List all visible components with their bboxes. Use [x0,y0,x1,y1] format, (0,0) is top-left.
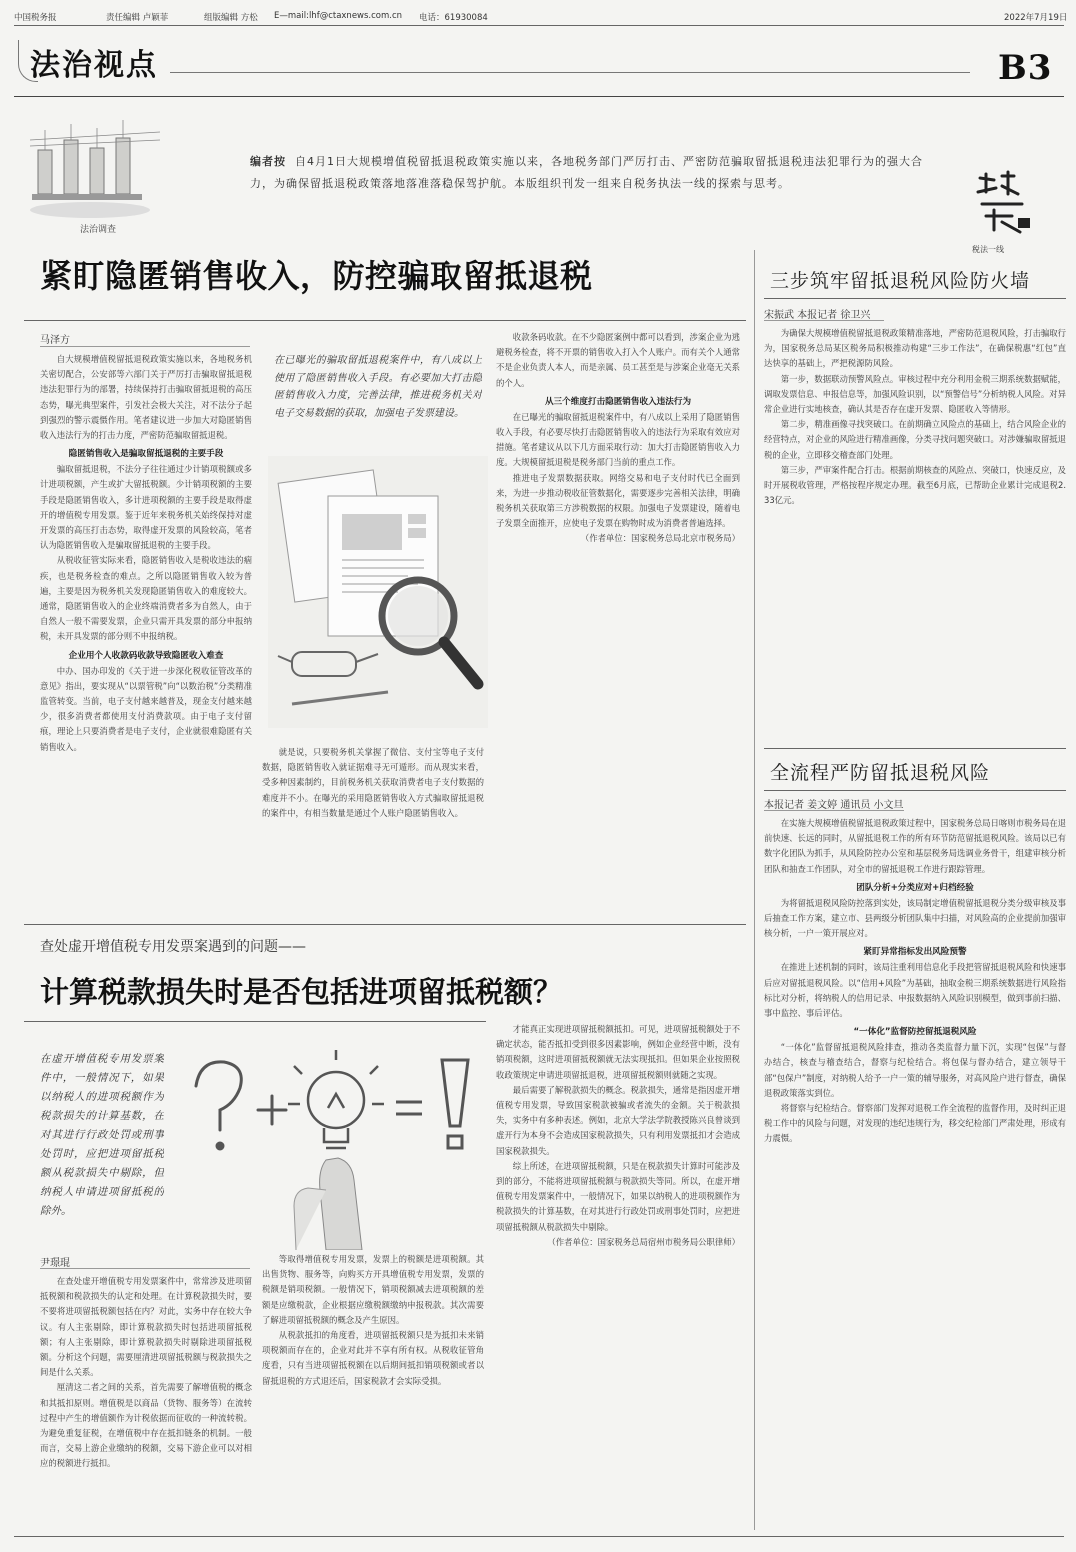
right-story-2-subhead-3: “一体化”监督防控留抵退税风险 [853,1027,977,1038]
issue-date: 2022年7月19日 [1004,13,1068,23]
page-bottom-rule [14,1536,1064,1537]
lead-subhead-3: 从三个维度打击隐匿销售收入违法行为 [544,396,692,407]
bottom-story-paragraph-6: 最后需要了解税款损失的概念。税款损失，通常是指因虚开增值税专用发票，导致国家税款被骗或者流失的金额。关于税款损失，实务中有多种表述。例如，北京大学法学院教授陈兴良曾谈到虚开行为本身不会造成国家税款损失，只有利用发票抵扣才会造成国家税款损失。 [496,1084,740,1156]
editor-email: E—mail:lhf@ctaxnews.com.cn [274,11,403,21]
right-story-1-paragraph-1: 为确保大规模增值税留抵退税政策精准落地，严密防范退税风险，打击骗取行为，国家税务总局某区税务局积极推动构建“三步工作法”，在确保税惠“红包”直达快享的基础上，严把税源防风险。 [764,328,1066,369]
column-divider [754,250,755,1530]
right-story-2-body [764,816,1066,1528]
paper-name: 中国税务报 [14,13,57,23]
lead-paragraph-1: 骗取留抵退税，不法分子往往通过少计销项税额或多计进项税额，产生或扩大留抵税额。少计销项税额的主要手段是隐匿销售收入，多计进项税额的主要手段是取得虚开的增值税专用发票。鉴于近年来税务机关始终保持对虚开发票的高压打击态势，取得虚开发票的风险较高，笔者认为隐匿销售收入是骗取留抵退税的主要手段。 [40,464,252,551]
right-story-1-headline: 三步筑牢留抵退税风险防火墙 [770,270,1031,292]
lead-byline: 马泽方 [40,335,70,346]
right-story-1-paragraph-3: 第二步，精准画像寻找突破口。在前期确立风险点的基础上，结合风险企业的经营特点，对企业的风险进行精准画像，分类寻找问题突破口。对涉嫌骗取留抵退税的企业，立即移交稽查部门处理。 [764,419,1066,460]
right-story-2-paragraph-3: 在推进上述机制的同时，该局注重利用信息化手段把管留抵退税风险和快速事后应对留抵退税风险。以“信用+风险”为基础，抽取金税三期系统数据进行风险指标比对分析，将纳税人的信用记录、申报数据纳入风险识别模型，做到事前扫描、事中监控、事后评估。 [764,962,1066,1019]
lead-subhead-2: 企业用个人收款码收款导致隐匿收入难查 [68,650,224,661]
brand-label: 税法一线 [972,245,1004,254]
story-separator [24,924,746,925]
lead-column-3 [496,330,740,912]
lead-byline-rule [40,346,250,347]
right-story-2-headline: 全流程严防留抵退税风险 [770,762,991,784]
right-story-1-paragraph-4: 第三步，严审案件配合打击。根据前期核查的风险点、突破口，快速反应，及时开展税收管理，严格按程序规定办理。截至6月底，已帮助企业累计完成退税2.33亿元。 [764,464,1066,506]
editor-note-text: 自4月1日大规模增值税留抵退税政策实施以来，各地税务部门严厉打击、严密防范骗取留抵退税违法犯罪行为的强大合力，为确保留抵退税政策落地落准落稳保驾护航。本版组织刊发一组来自税务执法一线的探索与思考。 [250,155,923,190]
bottom-story-paragraph-5: 才能真正实现进项留抵税额抵扣。可见，进项留抵税额处于不确定状态，能否抵扣受到很多因素影响，例如企业经营中断，没有销项税额，这时进项留抵税额就无法实现抵扣。但如果企业按照税收政策规定申请进项留抵退税，进项留抵税额则就随之实现。 [496,1024,740,1080]
editor-phone: 电话：61930084 [419,13,488,23]
lead-paragraph-7: 推进电子发票数据获取。网络交易和电子支付时代已全面到来，为进一步推动税收征管数据化，需要逐步完善相关法律，明确税务机关获取第三方涉税数据的权限。加强电子发票建设，随着电子发票全面推开，应使电子发票在购物时成为消费者普遍选择。 [496,472,740,529]
right-story-1-byline: 宋振武 本报记者 徐卫兴 [764,310,871,321]
bottom-story-byline-rule [40,1268,250,1269]
lead-author-note: （作者单位：国家税务总局北京市税务局） [580,533,740,544]
right-story-1-paragraph-2: 第一步，数据联动预警风险点。审核过程中充分利用金税三期系统数据赋能，调取发票信息、申报信息等，加强风险识别，以“预警信号”分析纳税人风险。对异常企业进行实地核查，确认其是否存在虚开发票、隐匿收入等情形。 [764,373,1066,415]
bottom-story-column-2 [262,1252,484,1526]
editor-note [250,151,940,195]
lead-subhead-1: 隐匿销售收入是骗取留抵退税的主要手段 [68,449,224,460]
page-number: B3 [998,48,1053,88]
bottom-story-author-note: （作者单位：国家税务总局宿州市税务局公职律师） [547,1236,740,1247]
layout-editor: 组版编辑 方松 [204,13,258,23]
substation-illustration-icon [20,110,170,222]
bottom-story-pull-quote: 在虚开增值税专用发票案件中，一般情况下，如果以纳税人的进项税额作为税款损失的计算基数，在对其进行行政处罚或刑事处罚时，应把进项留抵税额从税款损失中剔除，但纳税人申请进项留抵税的除外。 [40,1053,164,1217]
right-story-2-subhead-2: 紧盯异常指标发出风险预警 [863,947,967,958]
documents-magnifier-illustration-icon [268,456,488,728]
top-info-bar [14,10,1068,24]
right-story-2-paragraph-4: “一体化”监督留抵退税风险排查，推动各类监督力量下沉，实现“包保”与督办结合，核查与稽查结合，督察与纪检结合。将包保与督办结合，建立领导干部“包保户”制度，对纳税人给予一户一策的辅导服务，对高风险户进行督查，确保退税政策落实到位。 [764,1042,1066,1098]
editor-note-lead: 编者按 [250,155,286,168]
right-story-2-byline-rule [764,810,904,811]
right-story-2-subhead-1: 团队分析+分类应对+归档经验 [856,882,974,893]
column-tag: 法治调查 [80,225,117,235]
bottom-story-column-3 [496,1022,740,1520]
bottom-story-headline: 计算税款损失时是否包括进项留抵税额？ [40,975,563,1009]
bottom-story-column-1 [40,1274,252,1526]
right-story-2-rule [764,790,1066,791]
right-story-2-paragraph-5: 将督察与纪检结合。督察部门发挥对退税工作全流程的监督作用，及时纠正退税工作中的风险与问题，对发现的违纪违规行为，移交纪检部门严肃处理，形成有力震慑。 [764,1103,1066,1144]
section-title: 法治视点 [30,48,158,83]
right-story-2-paragraph-2: 为将留抵退税风险防控落到实处，该局制定增值税留抵退税分类分级审核及事后抽查工作方案，建立市、县两级分析团队集中扫描，对风险高的企业提前加强审核分析，一户一策开展应对。 [764,897,1066,939]
bottom-story-paragraph-1: 在查处虚开增值税专用发票案件中，常常涉及进项留抵税额和税款损失的认定和处理。在计算税款损失时，要不要将进项留抵税额包括在内？对此，实务中存在较大争议。有人主张剔除，即计算税款损失时包括进项留抵税额；有人主张剔除，即计算税款损失时剔除进项留抵税额。分析这个问题，需要厘清进项留抵税额与税款损失之间是什么关系。 [40,1276,252,1378]
top-rule [14,25,1064,26]
lead-paragraph-2: 从税收征管实际来看，隐匿销售收入是税收违法的痼疾，也是税务检查的难点。之所以隐匿销售收入较为普遍，主要是因为税务机关发现隐匿销售收入的难度较大。通常，隐匿销售收入的企业终端消费者多为自然人，由于自然人一般不需要发票，企业只需开具发票的部分申报纳税，未开具发票的部分则不申报纳税。 [40,555,252,642]
right-story-1-body [764,326,1066,740]
bottom-story-kicker: 查处虚开增值税专用发票案遇到的问题—— [40,939,306,955]
lead-headline: 紧盯隐匿销售收入，防控骗取留抵退税 [40,257,593,295]
lead-pull-quote: 在已曝光的骗取留抵退税案件中，有八成以上使用了隐匿销售收入手段。有必要加大打击隐匿销售收入力度，完善法律，推进税务机关对电子交易数据的获取，加强电子发票建设。 [274,355,482,419]
lead-headline-rule [24,320,746,321]
lead-column-2 [262,745,484,913]
right-story-2-top-rule [764,748,1066,749]
bottom-story-headline-rule [24,1021,486,1022]
chief-editor: 责任编辑 卢颖菲 [106,13,169,23]
lead-paragraph-3: 中办、国办印发的《关于进一步深化税收征管改革的意见》指出，要实现从“以票管税”向“以数治税”分类精准监管转变。当前，电子支付越来越普及，现金支付越来越少，很多消费者都使用支付消费款项。由于电子支付留痕，理论上只要消费者是电子支付，企业就很难隐匿有关销售收入。 [40,665,252,752]
question-bulb-idea-illustration-icon [176,1030,486,1250]
masthead-bottom-rule [14,96,1064,97]
masthead-rule [170,72,970,73]
lead-paragraph-6: 在已曝光的骗取留抵退税案件中，有八成以上采用了隐匿销售收入手段，有必要尽快打击隐匿销售收入的违法行为采取有效应对措施。笔者建议从以下几方面采取行动：加大打击隐匿销售收入力度。大规模留抵退税是税务部门当前的重点工作。 [496,411,740,468]
right-story-1-byline-rule [764,320,884,321]
bottom-story-paragraph-2: 厘清这二者之间的关系，首先需要了解增值税的概念和其抵扣原则。增值税是以商品（货物、服务等）在流转过程中产生的增值额作为计税依据而征收的一种流转税。为避免重复征税，在增值税中存在抵扣链条的机制。一般而言，交易上游企业缴纳的税额，交易下游企业可以对相应的税额进行抵扣。 [40,1382,252,1469]
right-story-1-rule [764,298,1066,299]
lead-paragraph-5: 收款条码收款。在不少隐匿案例中都可以看到，涉案企业为逃避税务检查，将不开票的销售收入打入个人账户。而有关个人通常不是企业负责人本人，而是亲属、员工甚至是与涉案企业毫无关系的个人。 [496,332,740,388]
bottom-story-paragraph-3: 等取得增值税专用发票，发票上的税额是进项税额。其出售货物、服务等，向购买方开具增值税专用发票，发票的税额是销项税额。一般情况下，销项税额减去进项税额的差额是应缴税款，企业根据应缴税额缴纳申报税款。其次需要了解进项留抵税额的概念及产生原因。 [262,1254,484,1325]
lead-intro: 自大规模增值税留抵退税政策实施以来，各地税务机关密切配合，公安部等六部门关于严厉打击骗取留抵退税违法犯罪行为的部署，持续保持打击骗取留抵退税的高压态势，曝光典型案件，引发社会极大关注，对不法分子起到强烈的警示震慑作用。笔者建议进一步加大对隐匿销售收入违法行为的打击力度，严密防范骗取留抵退税。 [40,354,252,441]
brand-calligraphy-icon [972,170,1034,240]
lead-column-1 [40,352,252,912]
bottom-story-paragraph-4: 从税款抵扣的角度看，进项留抵税额只是为抵扣未来销项税额而存在的，企业对此并不享有所有权。从税收征管角度看，只有当进项留抵税额在以后期间抵扣销项税额或者以留抵退税的方式退还后，国家税款才会实际受损。 [262,1330,484,1386]
lead-paragraph-4: 就是说，只要税务机关掌握了微信、支付宝等电子支付数据，隐匿销售收入就证据难寻无可遁形。而从现实来看，受多种因素制约，目前税务机关获取消费者电子支付数据的难度并不小。在曝光的采用隐匿销售收入方式骗取留抵退税的案件中，有相当数量是通过个人账户隐匿销售收入。 [262,747,484,818]
right-story-2-paragraph-1: 在实施大规模增值税留抵退税政策过程中，国家税务总局日喀则市税务局在退前快速、长远的同时，从留抵退税工作的所有环节防范留抵退税风险。该局以已有数字化团队为抓手，从风险防控办公室和基层税务局选调业务骨干，组建审核分析团队和抽查工作团队，对全市的留抵退税工作进行跟踪管理。 [764,818,1066,874]
bottom-story-byline: 尹璟琨 [40,1258,70,1269]
bottom-story-paragraph-7: 综上所述，在进项留抵税额，只是在税款损失计算时可能涉及到的部分，不能将进项留抵税额与税款损失等同。所以，在虚开增值税专用发票案件中，一般情况下，如果以纳税人的进项税额作为税款损失的计算基数，在对其进行行政处罚或刑事处罚时，应把进项留抵税额从税款损失中剔除。 [496,1160,740,1232]
right-story-2-byline: 本报记者 姜文婷 通讯员 小文旦 [764,800,904,811]
